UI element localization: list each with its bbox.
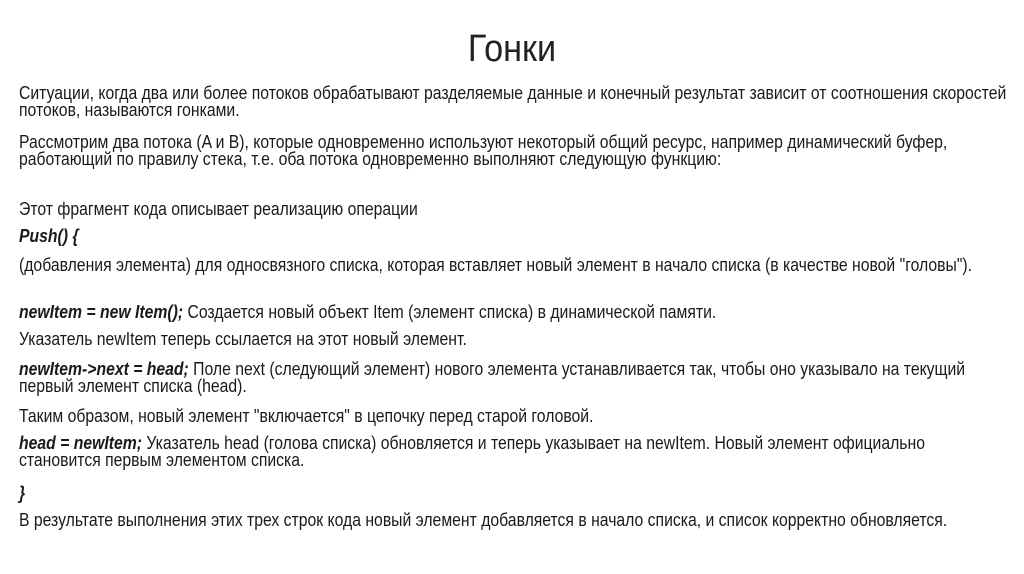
paragraph-text: Поле next (следующий элемент) нового элемента устанавливается так, чтобы оно указывало на текущий первый элемент списка (head). xyxy=(19,359,966,396)
code-text: newItem->next = head; xyxy=(19,359,189,379)
paragraph-text: Создается новый объект Item (элемент списка) в динамической памяти. xyxy=(183,302,717,322)
paragraph-text: (добавления элемента) для односвязного списка, которая вставляет новый элемент в начало списка (в качестве новой "головы"). xyxy=(19,255,973,275)
paragraph-chain xyxy=(19,408,999,425)
code-text: Push() { xyxy=(19,226,79,246)
paragraph-definition xyxy=(19,85,1017,119)
code-line-head xyxy=(19,435,973,469)
paragraph-text: Этот фрагмент кода описывает реализацию операции xyxy=(19,199,418,219)
paragraph-description xyxy=(19,257,990,274)
code-push-close xyxy=(19,485,999,502)
paragraph-result xyxy=(19,512,982,529)
code-text: } xyxy=(19,483,26,503)
slide-title: Гонки xyxy=(467,28,557,70)
code-line-new-item xyxy=(19,304,999,321)
paragraph-text: Указатель newItem теперь ссылается на этот новый элемент. xyxy=(19,329,467,349)
paragraph-text: Ситуации, когда два или более потоков обрабатывают разделяемые данные и конечный результат зависит от соотношения скоростей потоков, называются гонками. xyxy=(19,83,1007,120)
paragraph-text: Указатель head (голова списка) обновляется и теперь указывает на newItem. Новый элемент официально становится первым элементом списка. xyxy=(19,433,925,470)
code-text: head = newItem; xyxy=(19,433,142,453)
paragraph-text: Таким образом, новый элемент "включается" в цепочку перед старой головой. xyxy=(19,406,594,426)
paragraph-intro xyxy=(19,201,999,218)
code-text: newItem = new Item(); xyxy=(19,302,184,322)
paragraph-text: Рассмотрим два потока (A и B), которые одновременно используют некоторый общий ресурс, например динамический буфер, работающий по правилу стека, т.е. оба потока одновременно выполняют следующую функцию: xyxy=(19,132,948,169)
paragraph-example xyxy=(19,134,999,168)
code-push-open xyxy=(19,228,999,245)
code-line-next xyxy=(19,361,1008,395)
paragraph-text: В результате выполнения этих трех строк кода новый элемент добавляется в начало списка, и список корректно обновляется. xyxy=(19,510,948,530)
paragraph-pointer xyxy=(19,331,999,348)
